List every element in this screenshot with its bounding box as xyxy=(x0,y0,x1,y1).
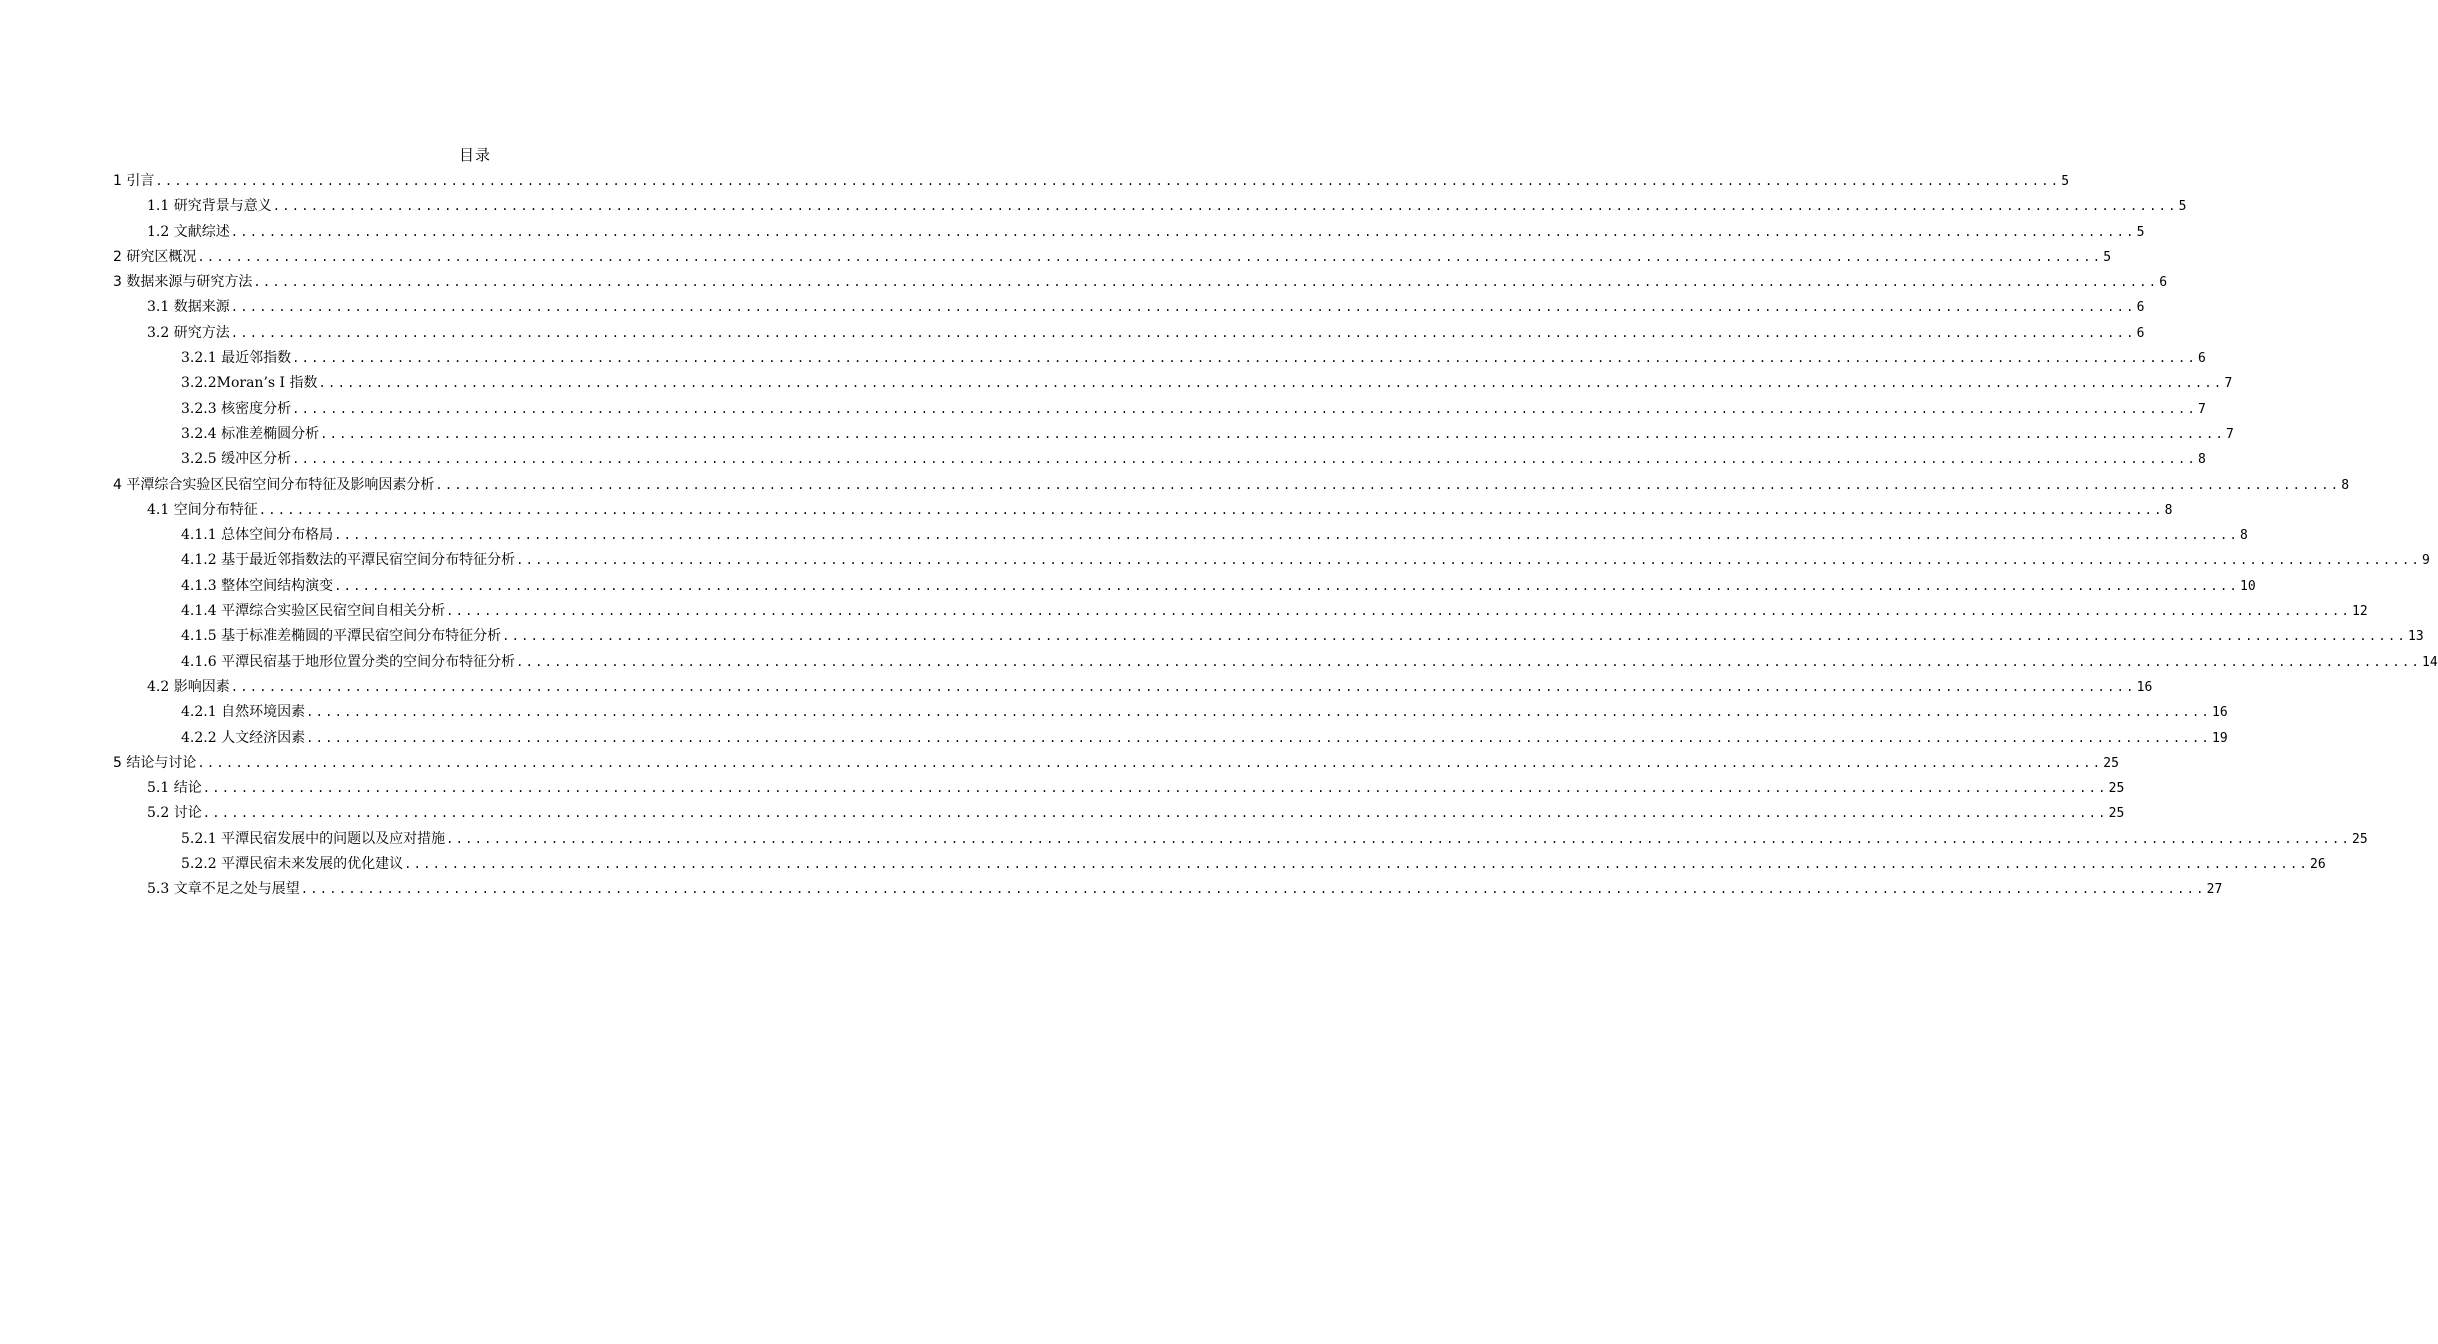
toc-entry-label: 4 平潭综合实验区民宿空间分布特征及影响因素分析 xyxy=(113,476,435,493)
toc-page-number: 27 xyxy=(2206,882,2223,898)
toc-entry-label: 4.1 空间分布特征 xyxy=(147,501,258,518)
toc-entry[interactable] xyxy=(113,398,2206,423)
toc-dot-leader: ........................................................................................................................................................................................................ xyxy=(435,477,2341,492)
toc-entry-label: 1.1 研究背景与意义 xyxy=(147,198,272,215)
toc-entry[interactable] xyxy=(113,246,2112,271)
toc-entry-label: 3.2.5 缓冲区分析 xyxy=(181,451,292,468)
toc-entry[interactable] xyxy=(113,701,2228,726)
toc-dot-leader: ........................................................................................................................................................................................................ xyxy=(202,781,2108,796)
toc-entry[interactable] xyxy=(113,347,2206,372)
toc-entry[interactable] xyxy=(113,727,2228,752)
toc-entry[interactable] xyxy=(113,625,2424,650)
toc-entry-label: 4.1.6 平潭民宿基于地形位置分类的空间分布特征分析 xyxy=(181,653,516,670)
toc-dot-leader: ........................................................................................................................................................................................................ xyxy=(197,249,2103,264)
toc-entry-label: 5.1 结论 xyxy=(147,780,202,797)
toc-dot-leader: ........................................................................................................................................................................................................ xyxy=(202,806,2108,821)
toc-entry-label: 4.1.5 基于标准差椭圆的平潭民宿空间分布特征分析 xyxy=(181,628,502,645)
toc-entry[interactable] xyxy=(113,802,2125,827)
toc-page-number: 10 xyxy=(2240,578,2256,594)
toc-dot-leader: ........................................................................................................................................................................................................ xyxy=(516,654,2421,669)
toc-entry[interactable] xyxy=(113,777,2125,802)
toc-dot-leader: ........................................................................................................................................................................................................ xyxy=(320,426,2225,441)
table-of-contents xyxy=(113,170,2438,904)
toc-entry[interactable] xyxy=(113,752,2119,777)
toc-page-number: 25 xyxy=(2108,781,2125,797)
toc-dot-leader: ........................................................................................................................................................................................................ xyxy=(300,882,2206,897)
toc-page-number: 7 xyxy=(2226,426,2234,442)
toc-page-number: 25 xyxy=(2103,755,2119,771)
toc-dot-leader: ........................................................................................................................................................................................................ xyxy=(334,528,2239,543)
toc-entry-label: 4.1.1 总体空间分布格局 xyxy=(181,527,334,544)
toc-entry[interactable] xyxy=(113,423,2234,448)
toc-entry-label: 4.2.2 人文经济因素 xyxy=(181,729,306,746)
toc-dot-leader: ........................................................................................................................................................................................................ xyxy=(230,300,2136,315)
toc-dot-leader: ........................................................................................................................................................................................................ xyxy=(446,604,2351,619)
toc-entry-label: 4.1.3 整体空间结构演变 xyxy=(181,577,334,594)
toc-dot-leader: ........................................................................................................................................................................................................ xyxy=(155,174,2061,188)
toc-page-number: 9 xyxy=(2422,553,2430,569)
toc-page-number: 8 xyxy=(2341,477,2350,493)
toc-dot-leader: ........................................................................................................................................................................................................ xyxy=(292,401,2197,416)
toc-page-number: 14 xyxy=(2422,654,2438,670)
toc-page-number: 16 xyxy=(2212,705,2228,721)
toc-page-number: 8 xyxy=(2240,528,2248,544)
toc-entry-label: 5.3 文章不足之处与展望 xyxy=(147,881,300,898)
toc-page-number: 16 xyxy=(2136,679,2153,695)
toc-entry[interactable] xyxy=(113,296,2145,321)
toc-dot-leader: ........................................................................................................................................................................................................ xyxy=(272,199,2178,214)
toc-dot-leader: ........................................................................................................................................................................................................ xyxy=(230,325,2136,340)
toc-entry[interactable] xyxy=(113,828,2368,853)
toc-entry[interactable] xyxy=(113,499,2173,524)
toc-entry-label: 5.2.2 平潭民宿未来发展的优化建议 xyxy=(181,856,404,873)
toc-entry[interactable] xyxy=(113,322,2145,347)
toc-entry-label: 4.1.4 平潭综合实验区民宿空间自相关分析 xyxy=(181,603,446,620)
toc-entry-label: 2 研究区概况 xyxy=(113,248,197,265)
toc-entry[interactable] xyxy=(113,271,2168,296)
toc-dot-leader: ........................................................................................................................................................................................................ xyxy=(502,629,2407,644)
toc-page-number: 25 xyxy=(2352,831,2368,847)
toc-page-number: 6 xyxy=(2136,300,2145,316)
toc-dot-leader: ........................................................................................................................................................................................................ xyxy=(230,679,2136,694)
toc-page-number: 7 xyxy=(2224,376,2233,392)
toc-entry-label: 3.2.2Moran’s I 指数 xyxy=(181,375,318,392)
toc-entry[interactable] xyxy=(113,195,2187,220)
toc-dot-leader: ........................................................................................................................................................................................................ xyxy=(292,351,2197,366)
toc-dot-leader: ........................................................................................................................................................................................................ xyxy=(292,452,2197,467)
toc-dot-leader: ........................................................................................................................................................................................................ xyxy=(306,705,2211,720)
toc-title: 目录 xyxy=(458,146,491,164)
toc-dot-leader: ........................................................................................................................................................................................................ xyxy=(318,376,2224,391)
toc-page-number: 5 xyxy=(2103,249,2112,265)
toc-entry-label: 4.2 影响因素 xyxy=(147,678,230,695)
toc-entry-label: 1 引言 xyxy=(113,173,155,189)
toc-page-number: 12 xyxy=(2352,604,2368,620)
toc-dot-leader: ........................................................................................................................................................................................................ xyxy=(446,831,2351,846)
toc-entry[interactable] xyxy=(113,372,2233,397)
toc-page-number: 5 xyxy=(2178,199,2187,215)
toc-entry[interactable] xyxy=(113,676,2153,701)
toc-entry[interactable] xyxy=(113,651,2438,676)
toc-page-number: 6 xyxy=(2136,325,2145,341)
toc-entry-label: 1.2 文献综述 xyxy=(147,223,230,240)
toc-entry[interactable] xyxy=(113,170,2070,195)
toc-entry[interactable] xyxy=(113,221,2145,246)
toc-page-number: 7 xyxy=(2198,401,2206,417)
toc-page-number: 19 xyxy=(2212,730,2228,746)
toc-page-number: 5 xyxy=(2061,174,2070,189)
toc-page-number: 8 xyxy=(2198,452,2206,468)
toc-page-number: 25 xyxy=(2108,806,2125,822)
toc-entry-label: 3.2 研究方法 xyxy=(147,324,230,341)
toc-dot-leader: ........................................................................................................................................................................................................ xyxy=(258,502,2164,517)
toc-dot-leader: ........................................................................................................................................................................................................ xyxy=(334,578,2239,593)
toc-dot-leader: ........................................................................................................................................................................................................ xyxy=(253,275,2159,290)
toc-entry-label: 3 数据来源与研究方法 xyxy=(113,274,253,291)
toc-entry-label: 3.1 数据来源 xyxy=(147,299,230,316)
toc-entry-label: 3.2.1 最近邻指数 xyxy=(181,350,292,367)
toc-dot-leader: ........................................................................................................................................................................................................ xyxy=(516,553,2421,568)
toc-page-number: 13 xyxy=(2408,629,2424,645)
toc-entry[interactable] xyxy=(113,878,2223,903)
toc-entry-label: 3.2.4 标准差椭圆分析 xyxy=(181,425,320,442)
toc-entry[interactable] xyxy=(113,474,2350,499)
toc-entry[interactable] xyxy=(113,853,2326,878)
toc-page-number: 6 xyxy=(2159,275,2168,291)
toc-dot-leader: ........................................................................................................................................................................................................ xyxy=(306,730,2211,745)
toc-page-number: 8 xyxy=(2164,502,2173,518)
toc-dot-leader: ........................................................................................................................................................................................................ xyxy=(230,224,2136,239)
toc-entry[interactable] xyxy=(113,524,2248,549)
toc-page-number: 5 xyxy=(2136,224,2145,240)
toc-entry-label: 4.2.1 自然环境因素 xyxy=(181,704,306,721)
toc-page-number: 26 xyxy=(2310,857,2326,873)
toc-entry[interactable] xyxy=(113,575,2256,600)
toc-entry-label: 3.2.3 核密度分析 xyxy=(181,400,292,417)
toc-dot-leader: ........................................................................................................................................................................................................ xyxy=(197,755,2103,770)
toc-entry[interactable] xyxy=(113,549,2430,574)
toc-entry-label: 5.2 讨论 xyxy=(147,805,202,822)
toc-entry[interactable] xyxy=(113,448,2206,473)
toc-entry-label: 5 结论与讨论 xyxy=(113,754,197,771)
toc-page-number: 6 xyxy=(2198,351,2206,367)
toc-entry-label: 5.2.1 平潭民宿发展中的问题以及应对措施 xyxy=(181,830,446,847)
toc-entry-label: 4.1.2 基于最近邻指数法的平潭民宿空间分布特征分析 xyxy=(181,552,516,569)
toc-dot-leader: ........................................................................................................................................................................................................ xyxy=(404,857,2309,872)
toc-entry[interactable] xyxy=(113,600,2368,625)
